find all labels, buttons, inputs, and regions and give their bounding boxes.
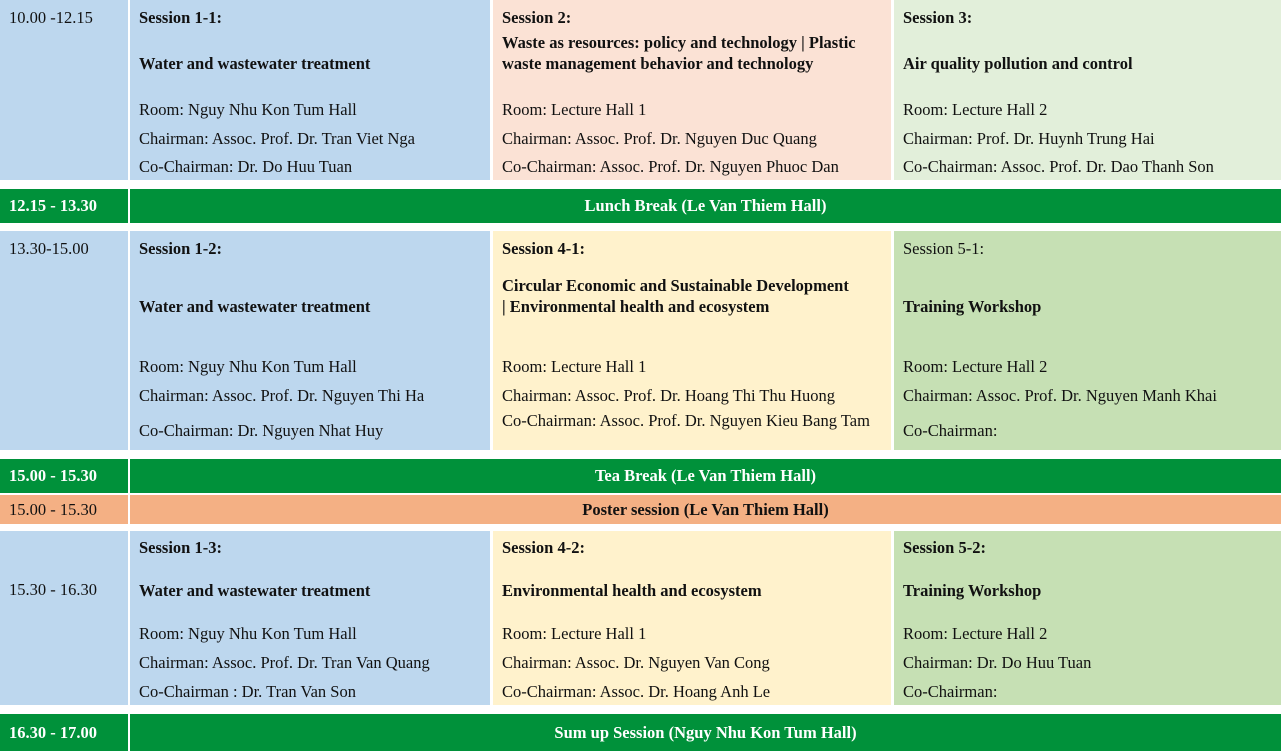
session-cell-5-1	[894, 231, 1281, 450]
session-room: Room: Lecture Hall 1	[502, 100, 647, 119]
break-banner-lunch	[130, 189, 1281, 223]
break-time: 15.00 - 15.30	[9, 466, 97, 485]
session-topic: Training Workshop	[903, 581, 1042, 600]
break-banner-tea	[130, 459, 1281, 493]
session-cell-3	[894, 0, 1281, 180]
session-chairman: Chairman: Assoc. Prof. Dr. Hoang Thi Thu Huong	[502, 386, 836, 405]
session-cochairman: Co-Chairman: Dr. Nguyen Nhat Huy	[139, 421, 384, 440]
session-cochairman: Co-Chairman: Dr. Do Huu Tuan	[139, 157, 353, 176]
session-chairman: Chairman: Assoc. Prof. Dr. Nguyen Thi Ha	[139, 386, 425, 405]
session-name: Session 3:	[903, 8, 973, 27]
poster-time	[0, 495, 128, 524]
break-time-lunch	[0, 189, 128, 223]
session-room: Room: Lecture Hall 1	[502, 357, 647, 376]
session-cell-4-2	[493, 531, 891, 705]
session-room: Room: Lecture Hall 1	[502, 624, 647, 643]
poster-banner	[130, 495, 1281, 524]
session-name: Session 5-1:	[903, 239, 985, 258]
break-time: 15.00 - 15.30	[9, 499, 97, 519]
session-name: Session 1-3:	[139, 538, 222, 557]
session-cochairman: Co-Chairman : Dr. Tran Van Son	[139, 682, 356, 701]
session-topic: Training Workshop	[903, 297, 1042, 316]
session-chairman: Chairman: Assoc. Prof. Dr. Tran Van Quang	[139, 653, 430, 672]
session-chairman: Chairman: Assoc. Prof. Dr. Nguyen Manh Khai	[903, 386, 1217, 405]
break-time: 16.30 - 17.00	[9, 722, 97, 742]
break-time: 12.15 - 13.30	[9, 196, 97, 215]
session-chairman: Chairman: Assoc. Dr. Nguyen Van Cong	[502, 653, 770, 672]
session-cochairman: Co-Chairman:	[903, 421, 998, 440]
session-topic: Water and wastewater treatment	[139, 581, 371, 600]
session-name: Session 2:	[502, 8, 572, 27]
break-label: Lunch Break (Le Van Thiem Hall)	[584, 196, 827, 215]
session-name: Session 1-1:	[139, 8, 222, 27]
break-label: Tea Break (Le Van Thiem Hall)	[594, 466, 817, 485]
break-time-tea	[0, 459, 128, 493]
time-label: 10.00 -12.15	[9, 8, 93, 27]
session-topic: Waste as resources: policy and technology | Plastic waste management behavior and technology	[502, 33, 856, 73]
session-cell-1-2	[130, 231, 490, 450]
session-chairman: Chairman: Assoc. Prof. Dr. Nguyen Duc Quang	[502, 129, 817, 148]
session-topic: Air quality pollution and control	[903, 54, 1133, 73]
session-cell-1-3	[130, 531, 490, 705]
session-name: Session 4-2:	[502, 538, 585, 557]
time-label: 13.30-15.00	[9, 239, 89, 258]
session-cochairman: Co-Chairman: Assoc. Prof. Dr. Dao Thanh Son	[903, 157, 1214, 176]
session-name: Session 1-2:	[139, 239, 222, 258]
session-cell-2	[493, 0, 891, 180]
session-room: Room: Nguy Nhu Kon Tum Hall	[139, 624, 357, 643]
session-cochairman: Co-Chairman: Assoc. Dr. Hoang Anh Le	[502, 682, 771, 701]
session-topic: Water and wastewater treatment	[139, 297, 371, 316]
session-chairman: Chairman: Assoc. Prof. Dr. Tran Viet Nga	[139, 129, 415, 148]
break-label: Sum up Session (Nguy Nhu Kon Tum Hall)	[554, 722, 857, 742]
time-cell-block-3	[0, 531, 128, 705]
session-cochairman: Co-Chairman: Assoc. Prof. Dr. Nguyen Phuoc Dan	[502, 157, 839, 176]
session-room: Room: Lecture Hall 2	[903, 100, 1048, 119]
session-cell-5-2	[894, 531, 1281, 705]
time-label: 15.30 - 16.30	[9, 580, 97, 599]
time-cell-block-2	[0, 231, 128, 450]
session-cochairman: Co-Chairman: Assoc. Prof. Dr. Nguyen Kieu Bang Tam	[502, 411, 870, 430]
session-topic: Circular Economic and Sustainable Development | Environmental health and ecosystem	[502, 276, 849, 316]
break-time-sumup	[0, 714, 128, 751]
session-name: Session 4-1:	[502, 239, 585, 258]
session-cell-1-1	[130, 0, 490, 180]
session-cochairman: Co-Chairman:	[903, 682, 998, 701]
session-room: Room: Nguy Nhu Kon Tum Hall	[139, 357, 357, 376]
break-banner-sumup	[130, 714, 1281, 751]
session-chairman: Chairman: Dr. Do Huu Tuan	[903, 653, 1092, 672]
time-cell-block-1	[0, 0, 128, 180]
session-room: Room: Lecture Hall 2	[903, 624, 1048, 643]
session-topic: Environmental health and ecosystem	[502, 581, 762, 600]
session-room: Room: Nguy Nhu Kon Tum Hall	[139, 100, 357, 119]
session-chairman: Chairman: Prof. Dr. Huynh Trung Hai	[903, 129, 1155, 148]
break-label: Poster session (Le Van Thiem Hall)	[582, 499, 829, 519]
session-topic: Water and wastewater treatment	[139, 54, 371, 73]
session-room: Room: Lecture Hall 2	[903, 357, 1048, 376]
session-cell-4-1	[493, 231, 891, 450]
session-name: Session 5-2:	[903, 538, 986, 557]
